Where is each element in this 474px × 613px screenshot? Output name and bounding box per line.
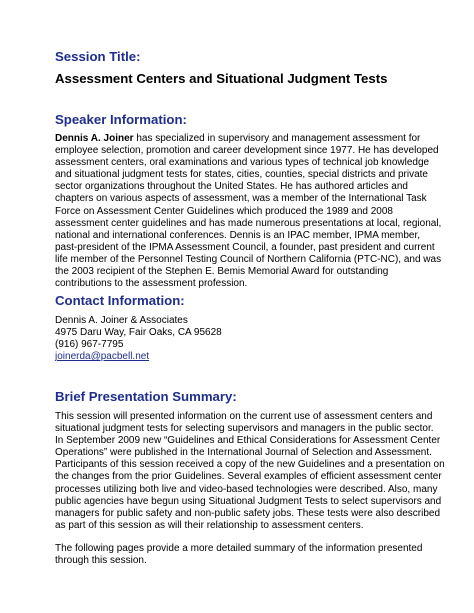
speaker-bio-line: national and international conferences. Dennis is an IPAC member, IPMA member,	[55, 229, 421, 241]
speaker-bio	[55, 133, 442, 290]
speaker-bio-line: sector organizations throughout the United States. He has authored articles and	[55, 181, 408, 193]
speaker-information-heading: Speaker Information:	[55, 112, 187, 127]
summary-line: the changes from the prior Guidelines. Several examples of efficient assessment center	[55, 471, 442, 483]
speaker-bio-line: past-president of the IPMA Assessment Council, a founder, past president and current	[55, 241, 435, 253]
session-title-heading: Session Title:	[55, 49, 141, 64]
summary-line: processes utilizing both live and video-based technologies were described. Also, many	[55, 483, 438, 495]
contact-email-link[interactable]: joinerda@pacbell.net	[55, 351, 150, 363]
speaker-bio-line: the 2003 recipient of the Stephen E. Bemis Memorial Award for outstanding	[55, 266, 389, 278]
speaker-bio-line: Force on Assessment Center Guidelines which produced the 1989 and 2008	[55, 205, 393, 217]
speaker-name: Dennis A. Joiner	[55, 133, 134, 144]
session-title-text: Assessment Centers and Situational Judgment Tests	[55, 71, 388, 86]
closing-line: through this session.	[55, 555, 147, 567]
summary-closing-paragraph	[55, 543, 435, 567]
contact-information-heading: Contact Information:	[55, 293, 185, 308]
speaker-bio-line: Dennis A. Joiner has specialized in supervisory and management assessment for	[55, 133, 421, 144]
speaker-bio-line: life member of the Personnel Testing Council of Northern California (PTC-NC), and was	[55, 253, 442, 265]
speaker-bio-line: contributions to the assessment profession.	[55, 278, 248, 290]
closing-line: The following pages provide a more detailed summary of the information presented	[55, 543, 423, 554]
presentation-summary-heading: Brief Presentation Summary:	[55, 389, 237, 404]
summary-line: situational judgment tests for selecting supervisors and managers in the public sector.	[55, 423, 434, 435]
summary-line: Operations” were published in the International Journal of Selection and Assessment.	[55, 447, 432, 459]
speaker-bio-line: employee selection, promotion and career development since 1977. He has developed	[55, 145, 439, 157]
contact-block	[55, 315, 435, 363]
presentation-summary-body	[55, 411, 445, 532]
summary-line: as part of this session as will their relationship to assessment centers.	[55, 519, 364, 531]
contact-address: 4975 Daru Way, Fair Oaks, CA 95628	[55, 327, 222, 339]
contact-phone: (916) 967-7795	[55, 339, 124, 351]
summary-line: public agencies have begun using Situational Judgment Tests to select supervisors and	[55, 495, 442, 507]
summary-line: managers for public safety and non-public safety jobs. These tests were also described	[55, 507, 441, 519]
summary-line: In September 2009 new “Guidelines and Ethical Considerations for Assessment Center	[55, 435, 441, 447]
speaker-bio-line: assessment center guidelines and has made numerous presentations at local, regional,	[55, 217, 442, 229]
speaker-bio-line: chapters on various aspects of assessment, was a member of the International Task	[55, 193, 427, 205]
summary-line: This session will presented information on the current use of assessment centers and	[55, 411, 433, 422]
contact-company: Dennis A. Joiner & Associates	[55, 315, 188, 326]
speaker-bio-line: and situational judgment tests for states, cities, counties, special districts and private	[55, 169, 428, 181]
speaker-bio-line: assessment centers, oral examinations and various types of technical job knowledge	[55, 157, 430, 169]
summary-line: Participants of this session received a copy of the new Guidelines and a presentation on	[55, 459, 445, 471]
